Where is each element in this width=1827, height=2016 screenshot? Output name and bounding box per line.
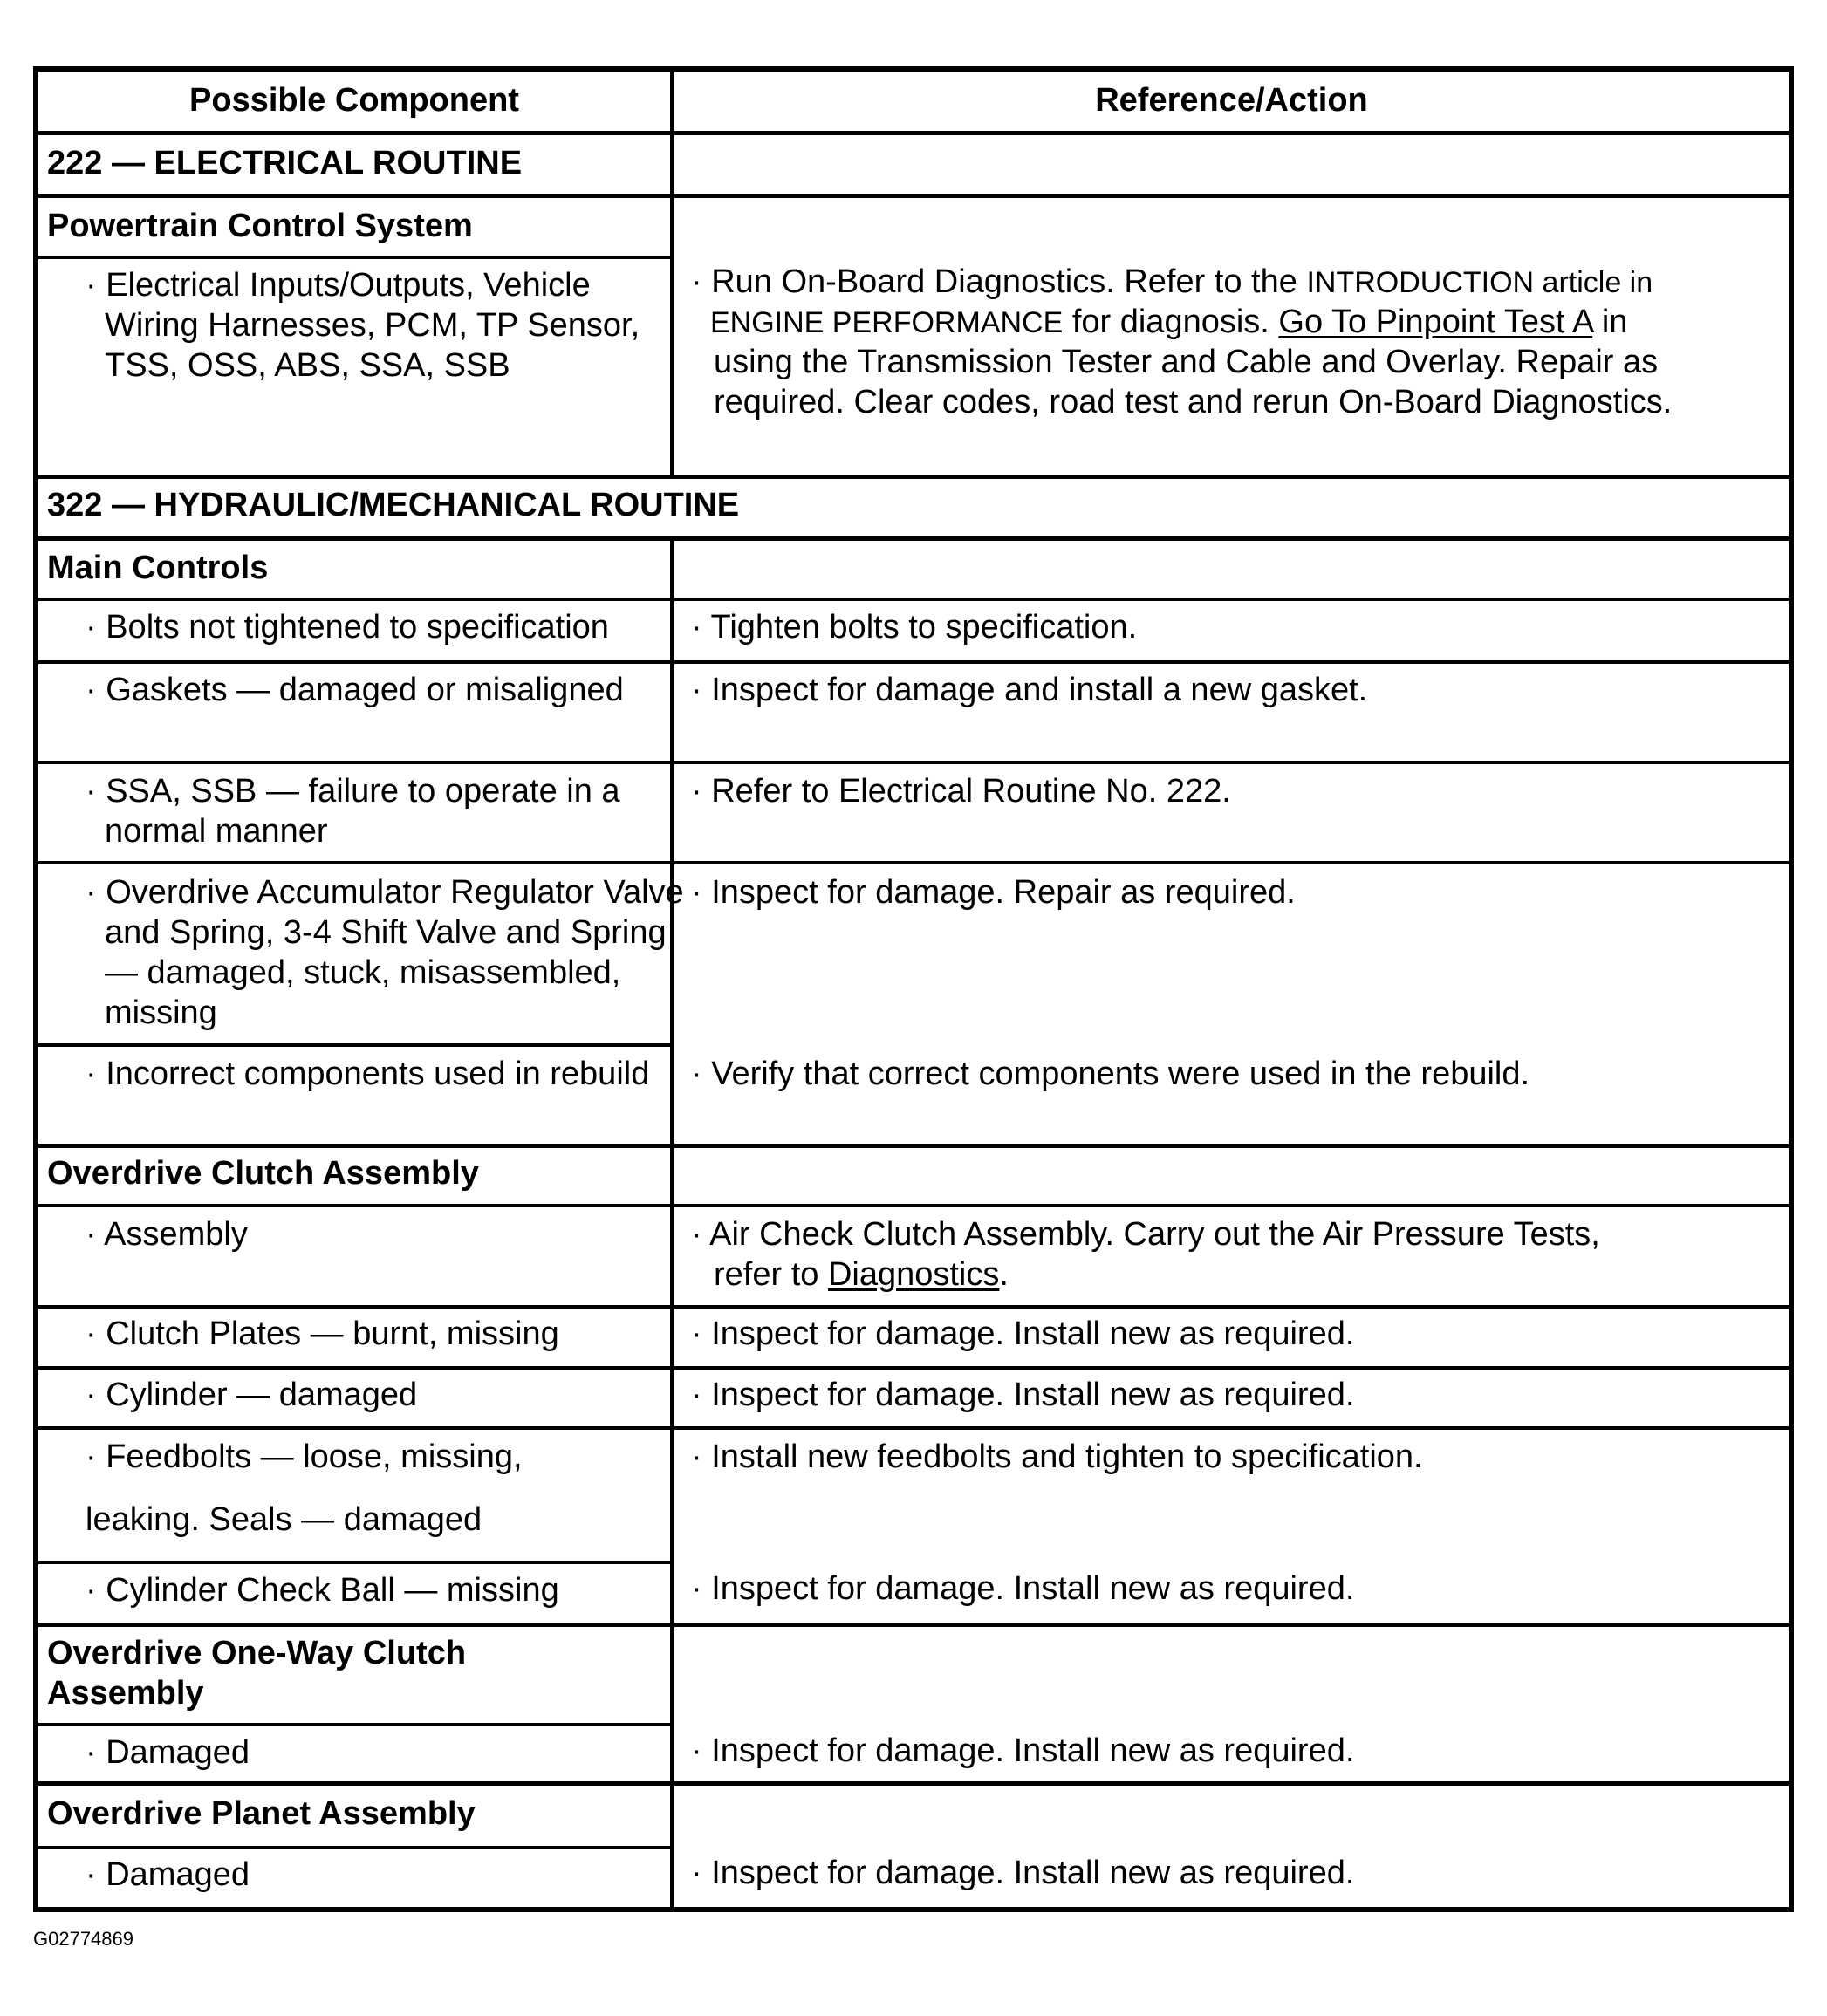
rule	[38, 761, 1789, 764]
rule	[38, 536, 1789, 541]
component-cell: · Feedbolts — loose, missing,	[86, 1439, 523, 1475]
component-cell: · Bolts not tightened to specification	[86, 609, 609, 646]
action-text: · Run On-Board Diagnostics. Refer to the	[691, 263, 1297, 300]
rule	[38, 1623, 1789, 1627]
rule	[38, 1561, 674, 1564]
rule	[38, 194, 1789, 198]
figure-id: G02774869	[33, 1928, 133, 1950]
section-title: 222 — ELECTRICAL ROUTINE	[47, 145, 523, 181]
action-text: in	[1601, 304, 1628, 340]
rule	[38, 1366, 1789, 1370]
action-text: .	[999, 1256, 1009, 1293]
header-rule	[38, 131, 1789, 135]
rule	[38, 1204, 1789, 1207]
group-title: Overdrive Planet Assembly	[47, 1795, 476, 1832]
action-cell	[714, 1254, 1009, 1295]
action-text: ENGINE PERFORMANCE	[710, 306, 1064, 339]
group-title: Main Controls	[47, 550, 269, 586]
group-title: Overdrive One-Way Clutch Assembly	[47, 1635, 467, 1712]
action-cell: · Inspect for damage and install a new gasket.	[691, 672, 1368, 708]
column-header-component: Possible Component	[189, 82, 519, 119]
rule	[38, 660, 1789, 664]
rule	[38, 1781, 1789, 1786]
column-header-action: Reference/Action	[1095, 82, 1368, 119]
action-cell: · Inspect for damage. Install new as required.	[691, 1316, 1355, 1352]
action-cell	[691, 262, 1782, 303]
component-cell: · Gaskets — damaged or misaligned	[86, 672, 624, 708]
action-cell: · Inspect for damage. Install new as required.	[691, 1570, 1355, 1607]
component-cell: · Cylinder — damaged	[86, 1377, 418, 1413]
component-cell: · Electrical Inputs/Outputs, Vehicle Wiring Harnesses, PCM, TP Sensor, TSS, OSS, ABS, SSA, SSB	[86, 267, 640, 384]
component-cell: · Damaged	[86, 1734, 250, 1771]
rule	[38, 1305, 1789, 1309]
component-cell: · Overdrive Accumulator Regulator Valve and Spring, 3-4 Shift Valve and Spring — damaged, stuck, misassembled, missing	[86, 874, 684, 1031]
action-cell: · Install new feedbolts and tighten to specification.	[691, 1439, 1423, 1475]
rule	[38, 475, 1789, 479]
rule	[38, 1144, 1789, 1148]
section-title: 322 — HYDRAULIC/MECHANICAL ROUTINE	[47, 487, 740, 523]
rule	[38, 256, 674, 259]
action-cell: · Inspect for damage. Install new as required.	[691, 1732, 1355, 1769]
component-cell: · Assembly	[86, 1216, 248, 1253]
action-cell: · Verify that correct components were used in the rebuild.	[691, 1056, 1530, 1092]
rule	[38, 1043, 674, 1047]
component-cell: · Incorrect components used in rebuild	[86, 1056, 650, 1092]
diagnostics-link[interactable]: Diagnostics	[827, 1256, 1000, 1293]
rule	[38, 1426, 1789, 1430]
component-cell: leaking. Seals — damaged	[86, 1501, 482, 1538]
action-cell: · Air Check Clutch Assembly. Carry out the Air Pressure Tests,	[691, 1216, 1600, 1253]
rule	[38, 1723, 674, 1726]
action-cell	[710, 302, 1783, 343]
action-text: for diagnosis.	[1071, 304, 1269, 340]
action-cell: · Inspect for damage. Install new as required.	[691, 1377, 1355, 1413]
action-cell: · Refer to Electrical Routine No. 222.	[691, 773, 1231, 810]
rule	[38, 861, 1789, 864]
pinpoint-test-link[interactable]: Go To Pinpoint Test A	[1278, 304, 1593, 340]
component-cell: · Damaged	[86, 1856, 250, 1893]
action-cell: · Inspect for damage. Repair as required.	[691, 874, 1296, 911]
rule	[38, 598, 1789, 601]
rule	[38, 1846, 674, 1849]
action-cell: · Tighten bolts to specification.	[691, 609, 1138, 646]
component-cell: · Cylinder Check Ball — missing	[86, 1572, 559, 1609]
component-cell: · Clutch Plates — burnt, missing	[86, 1316, 559, 1352]
diagnostic-table	[33, 66, 1794, 1912]
action-text: refer to	[714, 1256, 819, 1293]
group-title: Overdrive Clutch Assembly	[47, 1155, 479, 1192]
action-text: INTRODUCTION article in	[1306, 266, 1653, 299]
group-title: Powertrain Control System	[47, 208, 473, 244]
action-cell: · Inspect for damage. Install new as required.	[691, 1855, 1355, 1891]
action-text: using the Transmission Tester and Cable and Overlay. Repair as required. Clear codes, road test and rerun On-Board Diagnostics.	[714, 344, 1673, 420]
component-cell: · SSA, SSB — failure to operate in a normal manner	[86, 773, 620, 850]
